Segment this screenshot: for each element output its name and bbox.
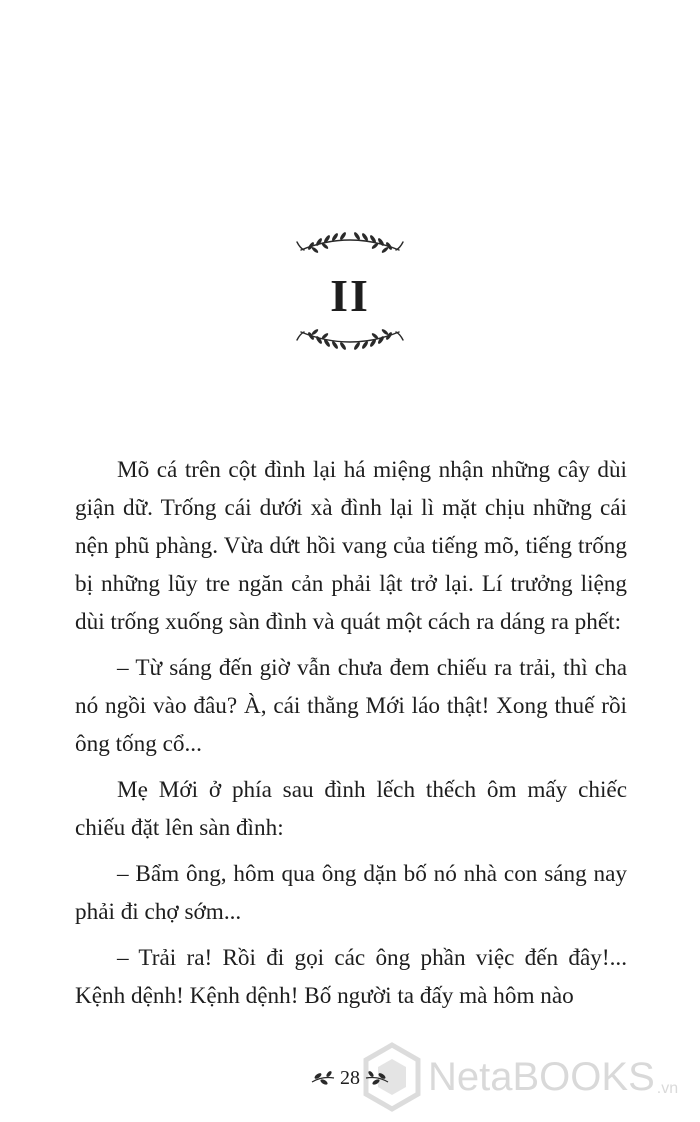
- leaf-sprig-right-icon: [364, 1068, 390, 1088]
- paragraph-5: – Trải ra! Rồi đi gọi các ông phần việc đến đây!... Kệnh dệnh! Kệnh dệnh! Bố người ta đấy mà hôm nào: [75, 945, 627, 1009]
- paragraph-2: – Từ sáng đến giờ vẫn chưa đem chiếu ra trải, thì cha nó ngồi vào đâu? À, cái thằng Mới láo thật! Xong thuế rồi ông tống cổ...: [75, 655, 627, 757]
- page-number: 28: [340, 1067, 360, 1089]
- paragraph-4: – Bẩm ông, hôm qua ông dặn bố nó nhà con sáng nay phải đi chợ sớm...: [75, 861, 627, 925]
- body-text: [75, 451, 627, 1023]
- page-footer: [0, 1062, 700, 1094]
- laurel-ornament-bottom-icon: [295, 322, 405, 362]
- laurel-ornament-top-icon: [295, 220, 405, 260]
- leaf-sprig-left-icon: [310, 1068, 336, 1088]
- paragraph-3: Mẹ Mới ở phía sau đình lếch thếch ôm mấy chiếc chiếu đặt lên sàn đình:: [75, 777, 627, 841]
- watermark-suffix: .vn: [656, 1080, 679, 1097]
- paragraph-1: Mõ cá trên cột đình lại há miệng nhận những cây dùi giận dữ. Trống cái dưới xà đình lại lì mặt chịu những cái nện phũ phàng. Vừa dứt hồi vang của tiếng mõ, tiếng trống bị những lũy tre ngăn cản phải lật trở lại. Lí trưởng liệng dùi trống xuống sàn đình và quát một cách ra dáng ra phết:: [75, 457, 627, 635]
- chapter-numeral: II: [330, 270, 370, 321]
- watermark-text: NetaBOOKS: [428, 1054, 655, 1099]
